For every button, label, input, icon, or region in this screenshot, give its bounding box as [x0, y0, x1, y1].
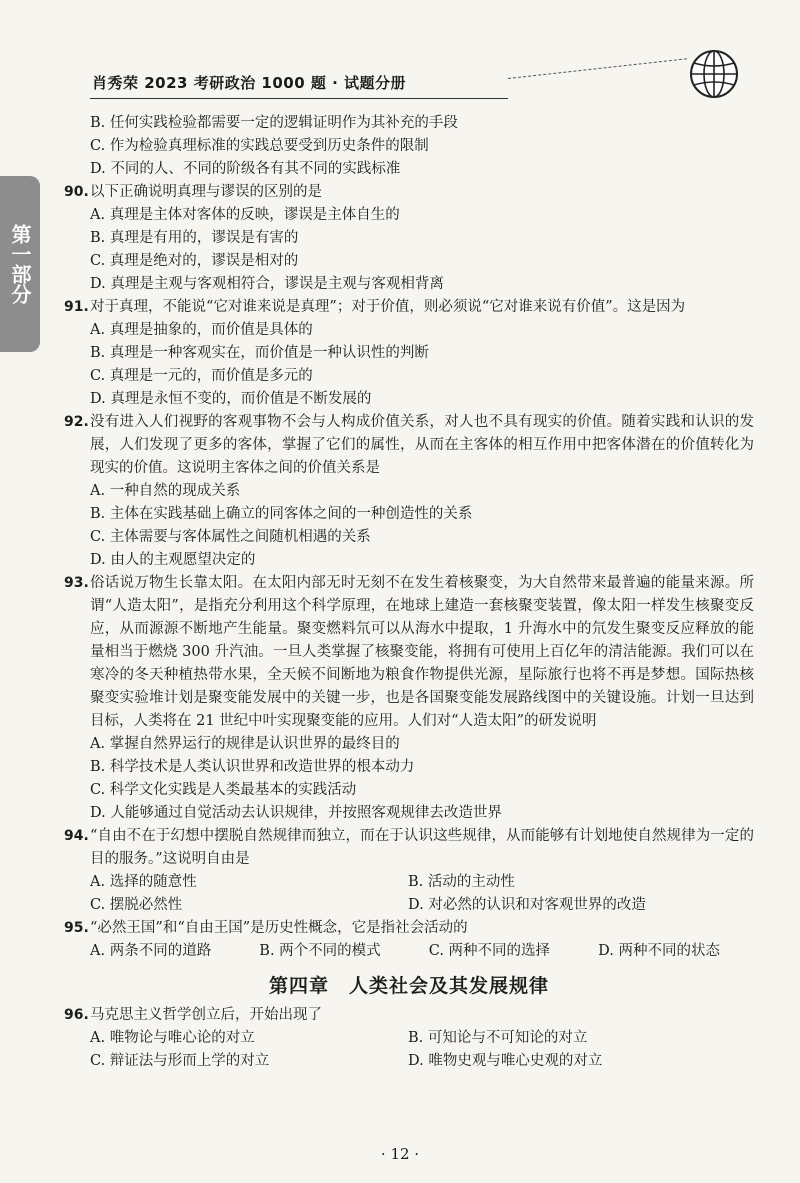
option-b: B. 活动的主动性 — [408, 874, 515, 890]
option-a: A. 真理是抽象的，而价值是具体的 — [90, 322, 313, 338]
option-b: B. 真理是有用的，谬误是有害的 — [90, 230, 299, 246]
question-95 — [64, 917, 754, 963]
option-d: D. 由人的主观愿望决定的 — [90, 552, 256, 568]
option-d: D. 两种不同的状态 — [598, 943, 720, 959]
question-90 — [64, 181, 754, 296]
option-a: A. 选择的随意性 — [90, 874, 197, 890]
question-96 — [64, 1004, 754, 1073]
option-d: D. 人能够通过自觉活动去认识规律，并按照客观规律去改造世界 — [90, 805, 502, 821]
option-d: D. 真理是主观与客观相符合，谬误是主观与客观相背离 — [90, 276, 444, 292]
page-number: · 12 · — [380, 1145, 420, 1163]
question-stem: 没有进入人们视野的客观事物不会与人构成价值关系，对人也不具有现实的价值。随着实践和认识的发展，人们发现了更多的客体，掌握了它们的属性，从而在主客体的相互作用中把客体潜在的价值转化为现实的价值。这说明主客体之间的价值关系是 — [90, 414, 754, 476]
option-c: C. 两种不同的选择 — [428, 943, 551, 959]
option-c: C. 主体需要与客体属性之间随机相遇的关系 — [90, 529, 371, 545]
option-c: C. 摆脱必然性 — [90, 897, 183, 913]
question-89-continued — [64, 112, 754, 181]
option-b: B. 科学技术是人类认识世界和改造世界的根本动力 — [90, 759, 415, 775]
option-a: A. 两条不同的道路 — [90, 943, 212, 959]
option-d: D. 不同的人、不同的阶级各有其不同的实践标准 — [90, 161, 401, 177]
option-a: A. 唯物论与唯心论的对立 — [90, 1030, 255, 1046]
globe-icon — [688, 48, 740, 100]
option-a: A. 一种自然的现成关系 — [90, 483, 241, 499]
header-rule — [90, 98, 508, 99]
option-b: B. 任何实践检验都需要一定的逻辑证明作为其补充的手段 — [90, 115, 458, 131]
option-c: C. 科学文化实践是人类最基本的实践活动 — [90, 782, 357, 798]
question-stem: 以下正确说明真理与谬误的区别的是 — [90, 184, 322, 200]
option-b: B. 两个不同的模式 — [259, 943, 381, 959]
option-b: B. 可知论与不可知论的对立 — [408, 1030, 588, 1046]
option-c: C. 作为检验真理标准的实践总要受到历史条件的限制 — [90, 138, 429, 154]
option-d: D. 真理是永恒不变的，而价值是不断发展的 — [90, 391, 372, 407]
options-grid — [90, 871, 754, 917]
question-number: 94. — [64, 828, 89, 844]
question-number: 91. — [64, 299, 89, 315]
question-93 — [64, 572, 754, 825]
option-d: D. 对必然的认识和对客观世界的改造 — [408, 897, 646, 913]
question-number: 96. — [64, 1007, 89, 1023]
options-row — [90, 940, 720, 963]
question-stem: 俗话说万物生长靠太阳。在太阳内部无时无刻不在发生着核聚变，为大自然带来最普遍的能量来源。所谓“人造太阳”，是指充分利用这个科学原理，在地球上建造一套核聚变装置，像太阳一样发生核聚变反应，从而源源不断地产生能量。聚变燃料氘可以从海水中提取，1 升海水中的氘发生聚变反应释放的能量相当于燃烧 300 升汽油。一旦人类掌握了核聚变能，将拥有可使用上百亿年的清洁能源。我们可以在寒冷的冬天种植热带水果，全天候不间断地为粮食作物提供光源，星际旅行也将不再是梦想。国际热核聚变实验堆计划是聚变能发展中的关键一步，也是各国聚变能发展路线图中的关键设施。计划一旦达到目标，人类将在 21 世纪中叶实现聚变能的应用。人们对“人造太阳”的研发说明 — [90, 575, 754, 729]
options-grid — [90, 1027, 754, 1073]
option-a: A. 真理是主体对客体的反映，谬误是主体自生的 — [90, 207, 400, 223]
question-stem: “必然王国”和“自由王国”是历史性概念，它是指社会活动的 — [90, 920, 468, 936]
question-92 — [64, 411, 754, 572]
option-b: B. 真理是一种客观实在，而价值是一种认识性的判断 — [90, 345, 429, 361]
chapter-title: 第四章 人类社会及其发展规律 — [268, 975, 549, 997]
header-dashed-rule — [508, 58, 687, 79]
question-94 — [64, 825, 754, 917]
option-a: A. 掌握自然界运行的规律是认识世界的最终目的 — [90, 736, 400, 752]
question-number: 92. — [64, 414, 89, 430]
option-b: B. 主体在实践基础上确立的同客体之间的一种创造性的关系 — [90, 506, 473, 522]
question-91 — [64, 296, 754, 411]
part-side-tab: 第一部分 — [0, 176, 40, 352]
question-number: 93. — [64, 575, 89, 591]
question-stem: 对于真理，不能说“它对谁来说是真理”；对于价值，则必须说“它对谁来说有价值”。这是因为 — [90, 299, 686, 315]
question-stem: 马克思主义哲学创立后，开始出现了 — [90, 1007, 322, 1023]
option-c: C. 真理是一元的，而价值是多元的 — [90, 368, 313, 384]
running-header-title: 肖秀荣 2023 考研政治 1000 题 · 试题分册 — [92, 74, 407, 92]
question-number: 90. — [64, 184, 89, 200]
question-list — [64, 112, 754, 1073]
option-c: C. 真理是绝对的，谬误是相对的 — [90, 253, 299, 269]
option-c: C. 辩证法与形而上学的对立 — [90, 1053, 270, 1069]
question-stem: “自由不在于幻想中摆脱自然规律而独立，而在于认识这些规律，从而能够有计划地使自然规律为一定的目的服务。”这说明自由是 — [90, 828, 754, 867]
question-number: 95. — [64, 920, 89, 936]
option-d: D. 唯物史观与唯心史观的对立 — [408, 1053, 603, 1069]
